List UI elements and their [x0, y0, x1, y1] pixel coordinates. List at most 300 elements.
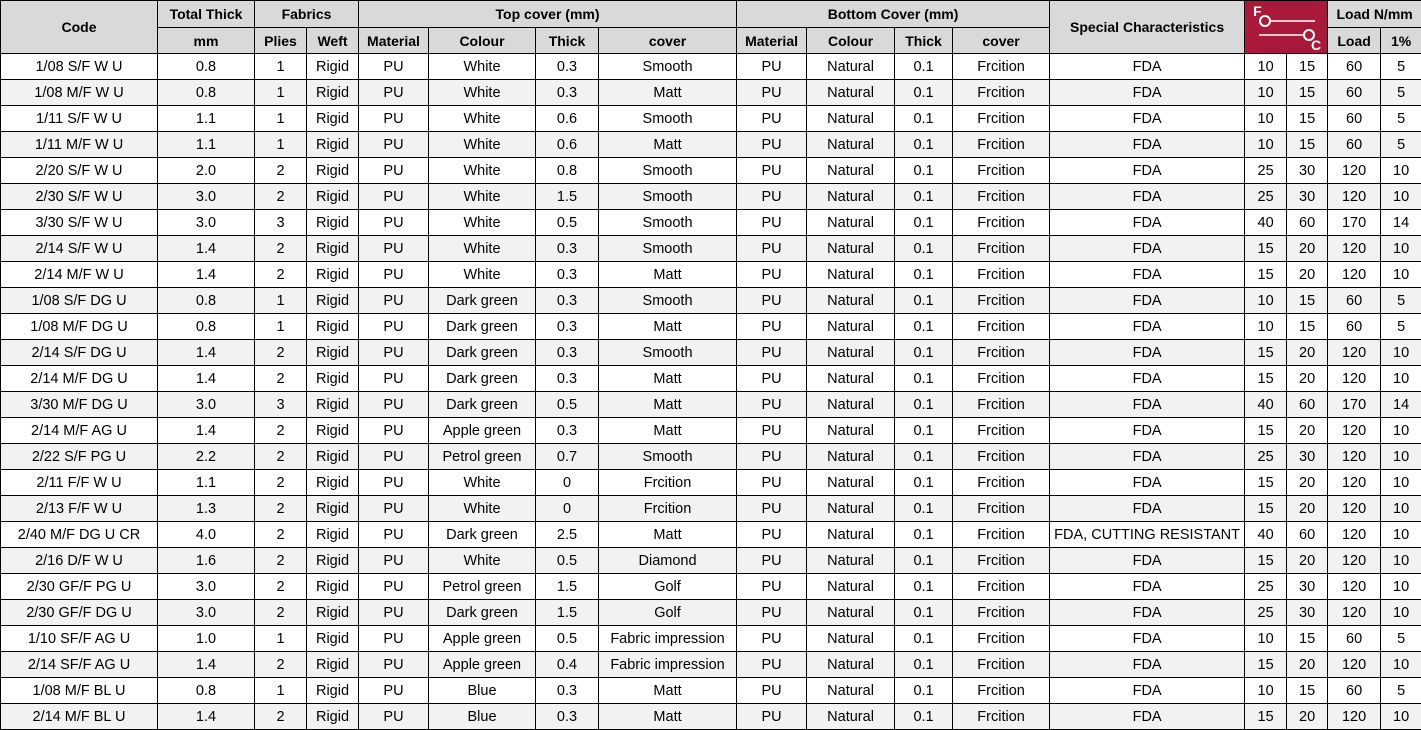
cell-fc-f: 15	[1245, 262, 1287, 288]
cell-fc-f: 40	[1245, 210, 1287, 236]
cell-total-thick: 0.8	[158, 80, 255, 106]
cell-total-thick: 1.4	[158, 262, 255, 288]
cell-load: 60	[1328, 678, 1381, 704]
table-row	[1, 184, 1421, 210]
cell-plies: 2	[255, 574, 307, 600]
cell-bottom-material: PU	[737, 340, 807, 366]
cell-weft: Rigid	[307, 210, 359, 236]
cell-plies: 2	[255, 340, 307, 366]
cell-code: 1/08 M/F DG U	[1, 314, 158, 340]
cell-top-cover: Frcition	[599, 496, 737, 522]
cell-top-colour: White	[429, 54, 536, 80]
cell-load-1pct: 5	[1381, 106, 1421, 132]
cell-top-material: PU	[359, 80, 429, 106]
cell-bottom-colour: Natural	[807, 418, 895, 444]
cell-weft: Rigid	[307, 704, 359, 730]
cell-top-material: PU	[359, 496, 429, 522]
cell-bottom-material: PU	[737, 496, 807, 522]
cell-weft: Rigid	[307, 392, 359, 418]
cell-plies: 3	[255, 392, 307, 418]
cell-fc-f: 10	[1245, 106, 1287, 132]
cell-special-characteristics: FDA	[1050, 80, 1245, 106]
cell-load: 170	[1328, 392, 1381, 418]
cell-fc-c: 20	[1287, 340, 1328, 366]
cell-bottom-colour: Natural	[807, 158, 895, 184]
table-row	[1, 444, 1421, 470]
cell-top-material: PU	[359, 470, 429, 496]
cell-top-colour: White	[429, 262, 536, 288]
cell-plies: 2	[255, 652, 307, 678]
cell-top-material: PU	[359, 236, 429, 262]
header-bottom-thick: Thick	[895, 28, 953, 54]
cell-special-characteristics: FDA	[1050, 158, 1245, 184]
cell-special-characteristics: FDA	[1050, 236, 1245, 262]
cell-load-1pct: 14	[1381, 210, 1421, 236]
cell-bottom-cover: Frcition	[953, 236, 1050, 262]
cell-load: 120	[1328, 574, 1381, 600]
cell-special-characteristics: FDA	[1050, 54, 1245, 80]
cell-weft: Rigid	[307, 236, 359, 262]
cell-bottom-cover: Frcition	[953, 340, 1050, 366]
cell-load: 60	[1328, 106, 1381, 132]
cell-bottom-material: PU	[737, 106, 807, 132]
header-code: Code	[1, 1, 158, 54]
cell-fc-c: 20	[1287, 652, 1328, 678]
cell-total-thick: 1.4	[158, 366, 255, 392]
cell-load-1pct: 5	[1381, 54, 1421, 80]
cell-total-thick: 1.1	[158, 132, 255, 158]
cell-top-colour: Apple green	[429, 652, 536, 678]
cell-bottom-thick: 0.1	[895, 106, 953, 132]
cell-top-thick: 0.5	[536, 548, 599, 574]
cell-bottom-cover: Frcition	[953, 626, 1050, 652]
cell-top-thick: 0.7	[536, 444, 599, 470]
table-header	[1, 1, 1421, 54]
header-mm: mm	[158, 28, 255, 54]
cell-load: 120	[1328, 548, 1381, 574]
cell-top-colour: Petrol green	[429, 574, 536, 600]
cell-load-1pct: 10	[1381, 184, 1421, 210]
cell-bottom-cover: Frcition	[953, 132, 1050, 158]
cell-special-characteristics: FDA	[1050, 106, 1245, 132]
cell-top-cover: Smooth	[599, 236, 737, 262]
cell-plies: 3	[255, 210, 307, 236]
cell-top-colour: White	[429, 236, 536, 262]
cell-fc-c: 30	[1287, 600, 1328, 626]
cell-code: 1/08 S/F DG U	[1, 288, 158, 314]
cell-load: 120	[1328, 262, 1381, 288]
cell-load-1pct: 5	[1381, 80, 1421, 106]
cell-special-characteristics: FDA	[1050, 262, 1245, 288]
cell-top-colour: Blue	[429, 704, 536, 730]
cell-load: 120	[1328, 704, 1381, 730]
cell-fc-f: 10	[1245, 54, 1287, 80]
cell-total-thick: 1.1	[158, 470, 255, 496]
cell-top-cover: Smooth	[599, 210, 737, 236]
cell-fc-f: 15	[1245, 236, 1287, 262]
cell-load-1pct: 5	[1381, 314, 1421, 340]
cell-load-1pct: 10	[1381, 548, 1421, 574]
cell-top-cover: Fabric impression	[599, 652, 737, 678]
cell-top-material: PU	[359, 678, 429, 704]
table-row	[1, 548, 1421, 574]
cell-load: 60	[1328, 626, 1381, 652]
cell-top-cover: Golf	[599, 600, 737, 626]
cell-top-thick: 0.5	[536, 626, 599, 652]
cell-load: 120	[1328, 184, 1381, 210]
header-bottom-cover-type: cover	[953, 28, 1050, 54]
cell-top-thick: 0.5	[536, 392, 599, 418]
cell-top-material: PU	[359, 54, 429, 80]
cell-top-colour: White	[429, 158, 536, 184]
header-bottom-cover: Bottom Cover (mm)	[737, 1, 1050, 28]
cell-fc-f: 15	[1245, 340, 1287, 366]
cell-bottom-cover: Frcition	[953, 522, 1050, 548]
cell-bottom-cover: Frcition	[953, 496, 1050, 522]
cell-load-1pct: 10	[1381, 236, 1421, 262]
cell-top-material: PU	[359, 522, 429, 548]
cell-top-colour: Dark green	[429, 288, 536, 314]
cell-bottom-cover: Frcition	[953, 366, 1050, 392]
cell-top-colour: Petrol green	[429, 444, 536, 470]
cell-bottom-thick: 0.1	[895, 678, 953, 704]
cell-weft: Rigid	[307, 600, 359, 626]
table-row	[1, 574, 1421, 600]
cell-special-characteristics: FDA	[1050, 444, 1245, 470]
cell-load-1pct: 10	[1381, 522, 1421, 548]
cell-bottom-material: PU	[737, 54, 807, 80]
cell-bottom-material: PU	[737, 236, 807, 262]
cell-code: 2/13 F/F W U	[1, 496, 158, 522]
table-row	[1, 106, 1421, 132]
cell-fc-f: 15	[1245, 652, 1287, 678]
cell-top-thick: 0.3	[536, 678, 599, 704]
cell-code: 2/14 M/F W U	[1, 262, 158, 288]
cell-top-colour: White	[429, 132, 536, 158]
cell-fc-c: 60	[1287, 210, 1328, 236]
cell-top-cover: Smooth	[599, 444, 737, 470]
cell-load: 60	[1328, 314, 1381, 340]
cell-top-cover: Matt	[599, 704, 737, 730]
cell-fc-c: 20	[1287, 496, 1328, 522]
cell-top-material: PU	[359, 704, 429, 730]
table-row	[1, 522, 1421, 548]
cell-top-thick: 0.3	[536, 418, 599, 444]
cell-bottom-thick: 0.1	[895, 548, 953, 574]
cell-bottom-colour: Natural	[807, 184, 895, 210]
header-weft: Weft	[307, 28, 359, 54]
table-row	[1, 418, 1421, 444]
cell-bottom-colour: Natural	[807, 652, 895, 678]
cell-bottom-colour: Natural	[807, 522, 895, 548]
header-plies: Plies	[255, 28, 307, 54]
cell-fc-c: 20	[1287, 548, 1328, 574]
cell-bottom-cover: Frcition	[953, 288, 1050, 314]
cell-load-1pct: 14	[1381, 392, 1421, 418]
cell-top-thick: 0.3	[536, 236, 599, 262]
cell-special-characteristics: FDA	[1050, 704, 1245, 730]
cell-special-characteristics: FDA	[1050, 626, 1245, 652]
cell-top-colour: White	[429, 184, 536, 210]
cell-weft: Rigid	[307, 158, 359, 184]
cell-load: 60	[1328, 54, 1381, 80]
cell-weft: Rigid	[307, 262, 359, 288]
cell-load: 170	[1328, 210, 1381, 236]
cell-fc-c: 15	[1287, 314, 1328, 340]
cell-top-thick: 0	[536, 496, 599, 522]
cell-top-thick: 0.3	[536, 704, 599, 730]
table-row	[1, 210, 1421, 236]
cell-load: 120	[1328, 158, 1381, 184]
cell-load-1pct: 10	[1381, 158, 1421, 184]
cell-top-colour: White	[429, 470, 536, 496]
cell-weft: Rigid	[307, 496, 359, 522]
cell-top-thick: 0.3	[536, 314, 599, 340]
cell-top-cover: Smooth	[599, 340, 737, 366]
cell-top-cover: Diamond	[599, 548, 737, 574]
table-row	[1, 236, 1421, 262]
cell-top-thick: 1.5	[536, 600, 599, 626]
cell-bottom-thick: 0.1	[895, 262, 953, 288]
cell-bottom-thick: 0.1	[895, 470, 953, 496]
cell-plies: 1	[255, 314, 307, 340]
cell-special-characteristics: FDA, CUTTING RESISTANT	[1050, 522, 1245, 548]
cell-weft: Rigid	[307, 574, 359, 600]
table-row	[1, 340, 1421, 366]
cell-bottom-thick: 0.1	[895, 522, 953, 548]
cell-fc-c: 20	[1287, 236, 1328, 262]
cell-fc-f: 15	[1245, 418, 1287, 444]
cell-bottom-colour: Natural	[807, 132, 895, 158]
cell-code: 1/10 SF/F AG U	[1, 626, 158, 652]
cell-top-cover: Matt	[599, 314, 737, 340]
cell-special-characteristics: FDA	[1050, 314, 1245, 340]
cell-code: 2/14 S/F W U	[1, 236, 158, 262]
cell-special-characteristics: FDA	[1050, 470, 1245, 496]
header-special-characteristics: Special Characteristics	[1050, 1, 1245, 54]
cell-load: 120	[1328, 418, 1381, 444]
cell-bottom-material: PU	[737, 704, 807, 730]
cell-top-thick: 1.5	[536, 184, 599, 210]
cell-fc-c: 60	[1287, 392, 1328, 418]
cell-bottom-colour: Natural	[807, 340, 895, 366]
header-fabrics: Fabrics	[255, 1, 359, 28]
cell-plies: 1	[255, 626, 307, 652]
cell-plies: 2	[255, 236, 307, 262]
cell-top-cover: Matt	[599, 392, 737, 418]
cell-total-thick: 3.0	[158, 600, 255, 626]
cell-code: 1/11 S/F W U	[1, 106, 158, 132]
table-row	[1, 470, 1421, 496]
cell-plies: 2	[255, 600, 307, 626]
cell-bottom-material: PU	[737, 210, 807, 236]
cell-total-thick: 1.6	[158, 548, 255, 574]
cell-fc-c: 15	[1287, 288, 1328, 314]
cell-bottom-colour: Natural	[807, 236, 895, 262]
cell-bottom-colour: Natural	[807, 106, 895, 132]
cell-code: 3/30 S/F W U	[1, 210, 158, 236]
cell-bottom-cover: Frcition	[953, 574, 1050, 600]
cell-weft: Rigid	[307, 80, 359, 106]
cell-bottom-thick: 0.1	[895, 496, 953, 522]
cell-fc-f: 10	[1245, 80, 1287, 106]
cell-top-material: PU	[359, 262, 429, 288]
cell-total-thick: 1.3	[158, 496, 255, 522]
cell-plies: 1	[255, 132, 307, 158]
cell-fc-c: 30	[1287, 158, 1328, 184]
cell-load-1pct: 10	[1381, 340, 1421, 366]
cell-top-cover: Matt	[599, 418, 737, 444]
table-row	[1, 158, 1421, 184]
cell-top-cover: Fabric impression	[599, 626, 737, 652]
cell-plies: 2	[255, 548, 307, 574]
cell-bottom-material: PU	[737, 158, 807, 184]
table-row	[1, 54, 1421, 80]
cell-bottom-material: PU	[737, 418, 807, 444]
cell-bottom-cover: Frcition	[953, 80, 1050, 106]
cell-top-thick: 0.3	[536, 262, 599, 288]
cell-top-material: PU	[359, 548, 429, 574]
cell-bottom-material: PU	[737, 366, 807, 392]
cell-top-thick: 0.3	[536, 80, 599, 106]
cell-top-cover: Smooth	[599, 158, 737, 184]
cell-load-1pct: 10	[1381, 600, 1421, 626]
cell-bottom-cover: Frcition	[953, 158, 1050, 184]
table-row	[1, 314, 1421, 340]
cell-special-characteristics: FDA	[1050, 392, 1245, 418]
cell-bottom-thick: 0.1	[895, 184, 953, 210]
cell-code: 2/14 M/F DG U	[1, 366, 158, 392]
cell-fc-c: 15	[1287, 132, 1328, 158]
cell-top-material: PU	[359, 652, 429, 678]
header-top-thick: Thick	[536, 28, 599, 54]
cell-bottom-cover: Frcition	[953, 262, 1050, 288]
cell-top-material: PU	[359, 184, 429, 210]
cell-top-thick: 1.5	[536, 574, 599, 600]
cell-bottom-colour: Natural	[807, 262, 895, 288]
cell-top-material: PU	[359, 106, 429, 132]
header-total-thick: Total Thick	[158, 1, 255, 28]
cell-bottom-thick: 0.1	[895, 652, 953, 678]
cell-top-thick: 0.5	[536, 210, 599, 236]
cell-fc-f: 10	[1245, 626, 1287, 652]
cell-bottom-cover: Frcition	[953, 392, 1050, 418]
cell-bottom-cover: Frcition	[953, 704, 1050, 730]
header-load: Load	[1328, 28, 1381, 54]
cell-bottom-material: PU	[737, 184, 807, 210]
cell-total-thick: 3.0	[158, 392, 255, 418]
cell-fc-f: 25	[1245, 158, 1287, 184]
cell-bottom-cover: Frcition	[953, 210, 1050, 236]
header-top-cover-type: cover	[599, 28, 737, 54]
cell-bottom-cover: Frcition	[953, 54, 1050, 80]
cell-bottom-cover: Frcition	[953, 652, 1050, 678]
cell-top-cover: Smooth	[599, 288, 737, 314]
header-load-1pct: 1%	[1381, 28, 1421, 54]
cell-fc-c: 30	[1287, 574, 1328, 600]
cell-fc-c: 30	[1287, 184, 1328, 210]
cell-bottom-colour: Natural	[807, 626, 895, 652]
cell-bottom-cover: Frcition	[953, 106, 1050, 132]
table-row	[1, 600, 1421, 626]
cell-load: 60	[1328, 288, 1381, 314]
cell-fc-c: 20	[1287, 704, 1328, 730]
header-top-cover: Top cover (mm)	[359, 1, 737, 28]
cell-weft: Rigid	[307, 444, 359, 470]
cell-total-thick: 1.4	[158, 652, 255, 678]
cell-top-material: PU	[359, 418, 429, 444]
cell-bottom-thick: 0.1	[895, 288, 953, 314]
cell-bottom-colour: Natural	[807, 54, 895, 80]
cell-plies: 1	[255, 106, 307, 132]
cell-weft: Rigid	[307, 548, 359, 574]
cell-top-material: PU	[359, 366, 429, 392]
cell-total-thick: 1.4	[158, 340, 255, 366]
cell-fc-f: 10	[1245, 314, 1287, 340]
cell-top-colour: Dark green	[429, 522, 536, 548]
cell-fc-c: 20	[1287, 418, 1328, 444]
cell-load: 120	[1328, 522, 1381, 548]
cell-special-characteristics: FDA	[1050, 132, 1245, 158]
cell-bottom-cover: Frcition	[953, 470, 1050, 496]
cell-total-thick: 3.0	[158, 210, 255, 236]
cell-fc-f: 10	[1245, 288, 1287, 314]
cell-code: 3/30 M/F DG U	[1, 392, 158, 418]
header-load-nmm: Load N/mm	[1328, 1, 1421, 28]
cell-plies: 2	[255, 496, 307, 522]
cell-top-thick: 0.3	[536, 54, 599, 80]
cell-weft: Rigid	[307, 288, 359, 314]
cell-bottom-material: PU	[737, 288, 807, 314]
cell-weft: Rigid	[307, 366, 359, 392]
cell-fc-f: 15	[1245, 470, 1287, 496]
fc-letter-f: F	[1253, 3, 1262, 19]
cell-top-colour: Blue	[429, 678, 536, 704]
cell-weft: Rigid	[307, 626, 359, 652]
cell-weft: Rigid	[307, 522, 359, 548]
cell-top-colour: Dark green	[429, 314, 536, 340]
cell-load-1pct: 5	[1381, 678, 1421, 704]
cell-top-cover: Matt	[599, 522, 737, 548]
cell-total-thick: 0.8	[158, 678, 255, 704]
cell-bottom-thick: 0.1	[895, 54, 953, 80]
cell-bottom-cover: Frcition	[953, 184, 1050, 210]
cell-top-thick: 0.4	[536, 652, 599, 678]
cell-code: 2/14 M/F AG U	[1, 418, 158, 444]
cell-top-thick: 0.3	[536, 288, 599, 314]
cell-fc-c: 15	[1287, 54, 1328, 80]
cell-bottom-thick: 0.1	[895, 444, 953, 470]
cell-total-thick: 1.1	[158, 106, 255, 132]
cell-weft: Rigid	[307, 470, 359, 496]
table-row	[1, 80, 1421, 106]
cell-code: 2/20 S/F W U	[1, 158, 158, 184]
cell-top-material: PU	[359, 314, 429, 340]
cell-bottom-thick: 0.1	[895, 80, 953, 106]
cell-fc-c: 60	[1287, 522, 1328, 548]
cell-fc-c: 30	[1287, 444, 1328, 470]
cell-total-thick: 4.0	[158, 522, 255, 548]
cell-weft: Rigid	[307, 418, 359, 444]
cell-plies: 1	[255, 288, 307, 314]
cell-special-characteristics: FDA	[1050, 418, 1245, 444]
cell-bottom-material: PU	[737, 548, 807, 574]
cell-code: 2/30 GF/F PG U	[1, 574, 158, 600]
cell-weft: Rigid	[307, 132, 359, 158]
cell-special-characteristics: FDA	[1050, 288, 1245, 314]
cell-code: 1/08 M/F W U	[1, 80, 158, 106]
table-row	[1, 262, 1421, 288]
